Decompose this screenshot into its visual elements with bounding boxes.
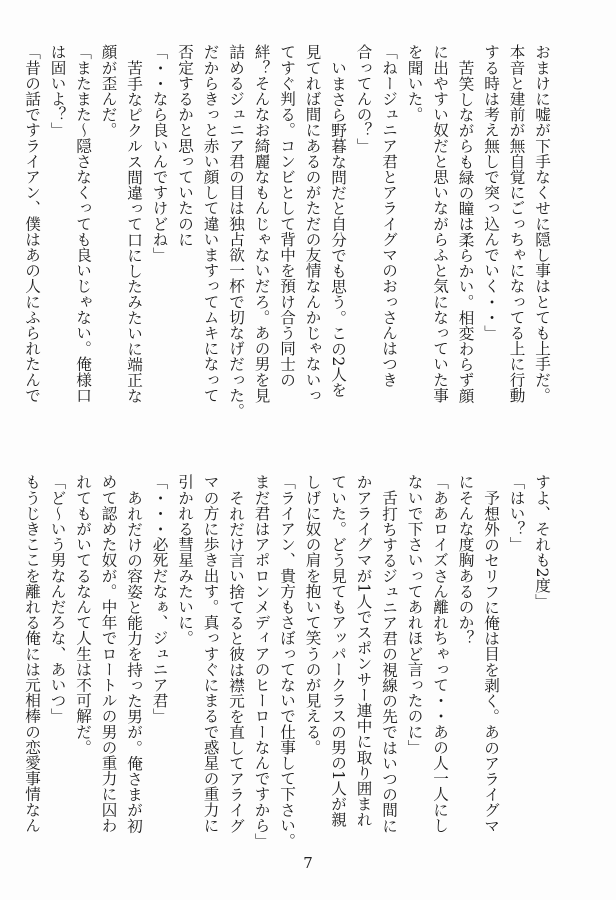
text-column: する時は考え無しで突っ込んでいく・・」 xyxy=(482,44,500,341)
text-block-top xyxy=(23,44,554,422)
text-column: にそんな度胸あるのか？ xyxy=(456,474,475,646)
text-column: 「ねージュニア君とアライグマのおっさんはつき xyxy=(380,44,398,388)
text-column: 引かれる彗星みたいに。 xyxy=(176,474,194,646)
text-column: は固いよ？」 xyxy=(48,44,67,138)
text-column: だからきっと赤い顔して違いますってムキになって xyxy=(201,44,220,403)
text-column: れてもがいてるなんて人生は不可解だ。 xyxy=(74,474,92,755)
text-column: 「・・なら良いんですけどね」 xyxy=(150,44,169,263)
text-column: に出やすい奴だと思いながらふと気になっていた事 xyxy=(431,44,449,403)
text-column: 絆？そんなお綺麗なもんじゃないだろ。あの男を見 xyxy=(252,44,271,403)
text-column: かアライグマが1人でスポンサー連中に取り囲まれ xyxy=(354,474,373,828)
text-column: めて認めた奴が。中年でロートルの男の重力に囚わ xyxy=(99,474,118,833)
text-column: 詰めるジュニア君の目は独占欲一杯で切なげだった。 xyxy=(227,44,245,419)
text-column: マの方に歩き出す。真っすぐにまるで惑星の重力に xyxy=(201,474,220,833)
text-column: 顔が歪んだ。 xyxy=(99,44,118,138)
text-column: まだ君はアポロンメディアのヒーローなんですから」 xyxy=(252,474,271,849)
text-column: すよ、それも2度」 xyxy=(533,474,551,609)
text-column: もうじきここを離れる俺には元相棒の恋愛事情なん xyxy=(23,474,41,833)
text-column: しげに奴の肩を抱いて笑うのが見える。 xyxy=(303,474,322,755)
text-column: 「またまた〜隠さなくっても良いじゃない。俺様口 xyxy=(74,44,92,403)
text-column: 「はい？」 xyxy=(507,474,526,552)
text-column: 「ああロイズさん離れちゃって・・あの人一人にし xyxy=(431,474,449,833)
text-column: ていた。どう見てもアッパークラスの男の1人が親 xyxy=(329,474,347,828)
page-number: 7 xyxy=(303,854,313,872)
text-column: ないで下さいってあれほど言ったのに」 xyxy=(405,474,424,755)
text-column: 苦手なピクルス間違って口にしたみたいに端正な xyxy=(125,59,143,403)
text-column: いまさら野暮な問だと自分でも思う。この2人を xyxy=(329,59,347,398)
text-column: 「・・・必死だなぁ、ジュニア君」 xyxy=(150,474,169,724)
text-column: 合ってんの？」 xyxy=(354,44,373,154)
text-column: 「ライアン、貴方もさぼってないで仕事して下さい。 xyxy=(278,474,296,849)
text-column: 本音と建前が無自覚にごっちゃになってる上に行動 xyxy=(507,44,526,403)
text-column: 舌打ちするジュニア君の視線の先ではいつの間に xyxy=(380,489,398,833)
text-column: 見てれば間にあるのがただの友情なんかじゃないっ xyxy=(303,44,322,403)
text-column: それだけ言い捨てると彼は襟元を直してアライグ xyxy=(227,489,245,833)
text-column: を聞いた。 xyxy=(405,44,424,122)
text-column: てすぐ判る。コンビとして背中を預け合う同士の xyxy=(278,44,296,388)
text-column: あれだけの容姿と能力を持った男が。俺さまが初 xyxy=(125,489,143,833)
text-column: 否定するかと思っていたのに xyxy=(176,44,194,247)
text-column: 「昔の話ですライアン、僕はあの人にふられたんで xyxy=(23,44,41,403)
text-column: 予想外のセリフに俺は目を剥く。あのアライグマ xyxy=(482,489,500,833)
text-block-bottom xyxy=(23,474,554,852)
text-column: おまけに嘘が下手なくせに隠し事はとても上手だ。 xyxy=(533,44,551,403)
text-column: 苦笑しながらも緑の瞳は柔らかい。相変わらず顔 xyxy=(456,59,475,403)
text-column: 「ど〜いう男なんだろな、あいつ」 xyxy=(48,474,67,724)
